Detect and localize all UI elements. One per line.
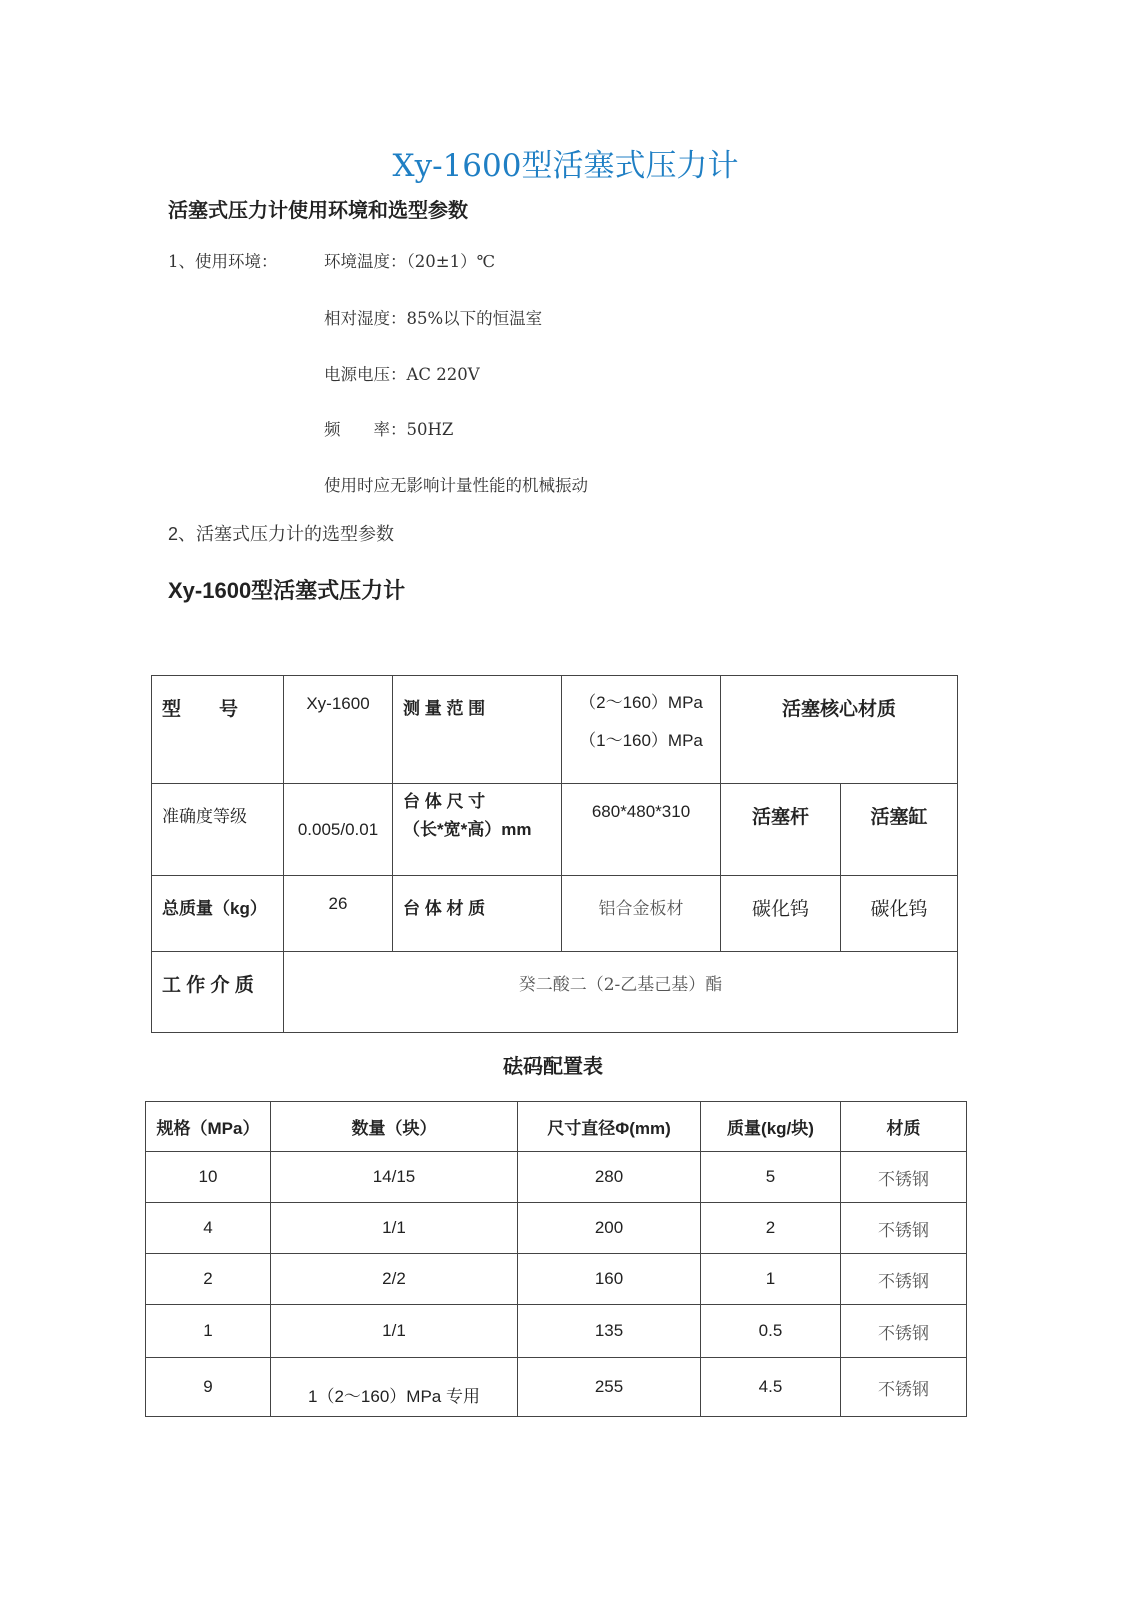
body-material-label: 台 体 材 质 [393, 876, 562, 952]
cell-diameter: 160 [518, 1254, 701, 1305]
cylinder-label: 活塞缸 [841, 784, 958, 876]
column-header: 材质 [841, 1102, 967, 1152]
column-header: 数量（块） [271, 1102, 518, 1152]
medium-label: 工 作 介 质 [152, 952, 284, 1033]
model-value: Xy-1600 [284, 676, 393, 784]
body-material-value: 铝合金板材 [562, 876, 721, 952]
mass-value: 26 [284, 876, 393, 952]
env-line: 频 率：50HZ [324, 420, 454, 439]
table-row [146, 1152, 967, 1203]
cell-quantity: 1/1 [271, 1305, 518, 1358]
cell-spec: 4 [146, 1203, 271, 1254]
cell-material: 不锈钢 [841, 1254, 967, 1305]
cylinder-material-value: 碳化钨 [841, 876, 958, 952]
accuracy-label: 准确度等级 [152, 784, 284, 876]
table-row [146, 1358, 967, 1417]
cell-diameter: 280 [518, 1152, 701, 1203]
document-title: Xy-1600型活塞式压力计 [392, 148, 739, 184]
column-header: 质量(kg/块) [701, 1102, 841, 1152]
section-heading: 活塞式压力计使用环境和选型参数 [168, 200, 468, 222]
column-header: 规格（MPa） [146, 1102, 271, 1152]
size-label: 台 体 尺 寸 [403, 792, 486, 811]
cell-mass: 0.5 [701, 1305, 841, 1358]
cell-mass: 5 [701, 1152, 841, 1203]
cell-material: 不锈钢 [841, 1305, 967, 1358]
cell-quantity: 1（2～160）MPa 专用 [271, 1358, 518, 1417]
table-row [146, 1305, 967, 1358]
cell-quantity: 2/2 [271, 1254, 518, 1305]
table-row [146, 1254, 967, 1305]
cell-spec: 1 [146, 1305, 271, 1358]
env-line: 相对湿度：85%以下的恒温室 [324, 309, 543, 328]
medium-value: 癸二酸二（2-乙基己基）酯 [284, 952, 958, 1033]
weights-table [145, 1101, 967, 1417]
model-label: 型 号 [152, 676, 284, 784]
rod-label: 活塞杆 [721, 784, 841, 876]
env-line: 环境温度：（20±1）℃ [324, 252, 496, 271]
env-line: 使用时应无影响计量性能的机械振动 [324, 476, 588, 495]
cell-mass: 2 [701, 1203, 841, 1254]
range-label: 测 量 范 围 [393, 676, 562, 784]
cell-quantity: 1/1 [271, 1203, 518, 1254]
table-header-row [146, 1102, 967, 1152]
table-row [146, 1203, 967, 1254]
selection-label: 2、活塞式压力计的选型参数 [168, 524, 395, 544]
cell-diameter: 200 [518, 1203, 701, 1254]
size-value: 680*480*310 [562, 784, 721, 876]
size-label-unit: （长*宽*高）mm [403, 820, 532, 839]
cell-quantity: 14/15 [271, 1152, 518, 1203]
spec-table [151, 675, 958, 1033]
cell-spec: 2 [146, 1254, 271, 1305]
accuracy-value: 0.005/0.01 [284, 784, 393, 876]
cell-mass: 4.5 [701, 1358, 841, 1417]
cell-diameter: 255 [518, 1358, 701, 1417]
range-value: （2～160）MPa [579, 693, 703, 712]
core-material-label: 活塞核心材质 [721, 676, 958, 784]
cell-spec: 9 [146, 1358, 271, 1417]
cell-mass: 1 [701, 1254, 841, 1305]
env-label: 1、使用环境： [168, 252, 278, 271]
weights-caption: 砝码配置表 [503, 1056, 603, 1078]
cell-material: 不锈钢 [841, 1152, 967, 1203]
rod-material-value: 碳化钨 [721, 876, 841, 952]
env-line: 电源电压：AC 220V [324, 365, 480, 384]
cell-material: 不锈钢 [841, 1203, 967, 1254]
cell-material: 不锈钢 [841, 1358, 967, 1417]
mass-label: 总质量（kg） [152, 876, 284, 952]
model-heading: Xy-1600型活塞式压力计 [168, 578, 406, 603]
cell-diameter: 135 [518, 1305, 701, 1358]
cell-spec: 10 [146, 1152, 271, 1203]
column-header: 尺寸直径Φ(mm) [518, 1102, 701, 1152]
range-value: （1～160）MPa [579, 731, 703, 750]
